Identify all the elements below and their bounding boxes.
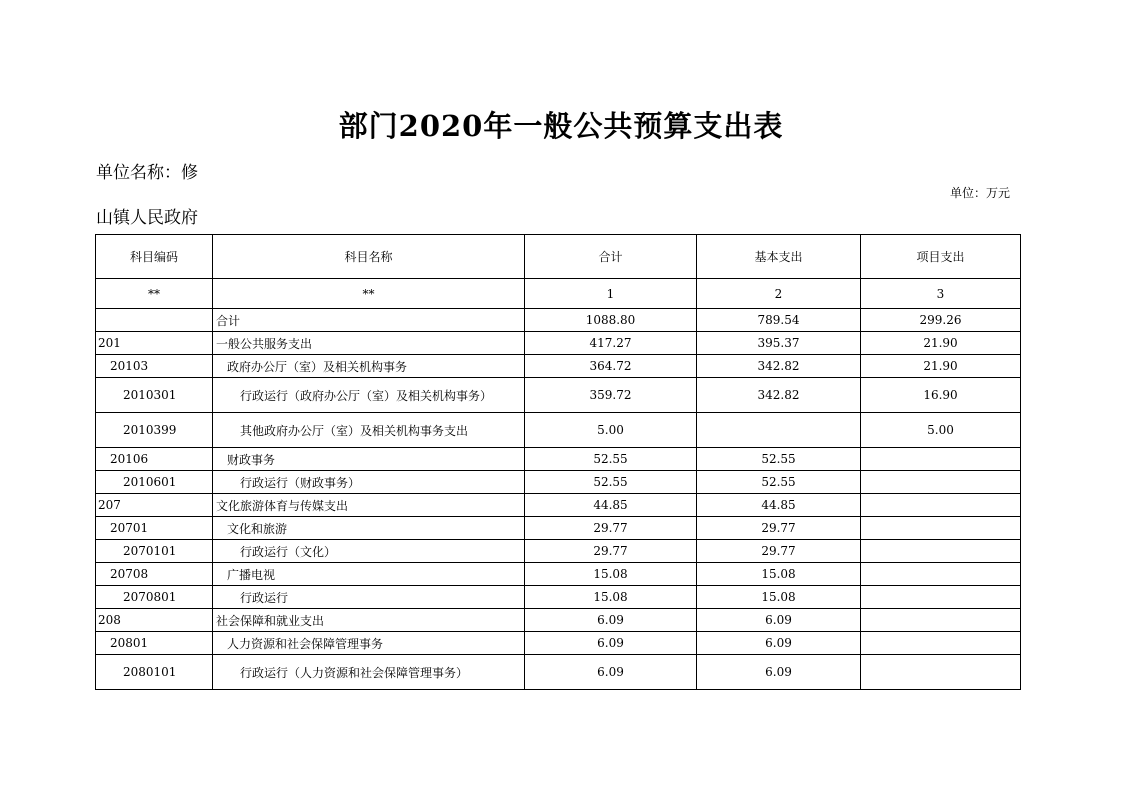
- row-project: [861, 586, 1021, 609]
- row-name: 社会保障和就业支出: [213, 609, 525, 632]
- row-project: [861, 563, 1021, 586]
- row-total: 29.77: [525, 517, 697, 540]
- unit-name-line2: 山镇人民政府: [96, 208, 198, 228]
- row-project: [861, 471, 1021, 494]
- row-basic: 15.08: [697, 586, 861, 609]
- row-total: 364.72: [525, 355, 697, 378]
- row-code: 20701: [96, 517, 213, 540]
- row-code: 2070101: [96, 540, 213, 563]
- row-total: 52.55: [525, 448, 697, 471]
- header-basic: 基本支出: [697, 235, 861, 279]
- row-total: 29.77: [525, 540, 697, 563]
- row-total: 5.00: [525, 413, 697, 448]
- table-row: [96, 378, 1021, 413]
- row-basic: 44.85: [697, 494, 861, 517]
- row-basic: [697, 413, 861, 448]
- row-basic: 342.82: [697, 378, 861, 413]
- row-total: 6.09: [525, 655, 697, 690]
- header-code: 科目编码: [96, 235, 213, 279]
- row-total: 6.09: [525, 632, 697, 655]
- row-total: 417.27: [525, 332, 697, 355]
- row-code: 20801: [96, 632, 213, 655]
- row-basic: 29.77: [697, 540, 861, 563]
- row-code: 207: [96, 494, 213, 517]
- row-name: 行政运行（财政事务）: [213, 471, 525, 494]
- row-basic: 52.55: [697, 448, 861, 471]
- unit-name-line1: 单位名称：修: [96, 163, 198, 183]
- table-row: [96, 413, 1021, 448]
- header-name: 科目名称: [213, 235, 525, 279]
- row-code: 2010601: [96, 471, 213, 494]
- table-row: [96, 563, 1021, 586]
- row-total: 1088.80: [525, 309, 697, 332]
- row-code: 20708: [96, 563, 213, 586]
- table-row: [96, 655, 1021, 690]
- row-total: 6.09: [525, 609, 697, 632]
- row-code: [96, 309, 213, 332]
- row-code: 20103: [96, 355, 213, 378]
- row-code: 208: [96, 609, 213, 632]
- row-basic: 789.54: [697, 309, 861, 332]
- row-code: 201: [96, 332, 213, 355]
- table-row: [96, 586, 1021, 609]
- row-name: 行政运行（人力资源和社会保障管理事务）: [213, 655, 525, 690]
- table-row: [96, 517, 1021, 540]
- row-basic: 395.37: [697, 332, 861, 355]
- row-code: 20106: [96, 448, 213, 471]
- subheader-row: [96, 279, 1021, 309]
- row-project: [861, 494, 1021, 517]
- table-row: [96, 609, 1021, 632]
- table-row: [96, 494, 1021, 517]
- table-row: [96, 632, 1021, 655]
- row-total: 15.08: [525, 586, 697, 609]
- row-code: 2080101: [96, 655, 213, 690]
- row-project: [861, 655, 1021, 690]
- subheader-code: **: [96, 279, 213, 309]
- row-name: 行政运行（政府办公厅（室）及相关机构事务）: [213, 378, 525, 413]
- row-code: 2010301: [96, 378, 213, 413]
- row-basic: 52.55: [697, 471, 861, 494]
- row-name: 文化旅游体育与传媒支出: [213, 494, 525, 517]
- row-name: 人力资源和社会保障管理事务: [213, 632, 525, 655]
- row-project: [861, 517, 1021, 540]
- row-project: [861, 448, 1021, 471]
- header-project: 项目支出: [861, 235, 1021, 279]
- table-row: [96, 332, 1021, 355]
- row-code: 2010399: [96, 413, 213, 448]
- row-name: 政府办公厅（室）及相关机构事务: [213, 355, 525, 378]
- row-total: 44.85: [525, 494, 697, 517]
- subheader-total: 1: [525, 279, 697, 309]
- subheader-basic: 2: [697, 279, 861, 309]
- table-row: [96, 309, 1021, 332]
- row-code: 2070801: [96, 586, 213, 609]
- row-project: [861, 632, 1021, 655]
- row-basic: 6.09: [697, 655, 861, 690]
- header-total: 合计: [525, 235, 697, 279]
- row-name: 其他政府办公厅（室）及相关机构事务支出: [213, 413, 525, 448]
- row-project: 21.90: [861, 355, 1021, 378]
- row-project: 5.00: [861, 413, 1021, 448]
- row-name: 广播电视: [213, 563, 525, 586]
- row-project: 299.26: [861, 309, 1021, 332]
- table-row: [96, 448, 1021, 471]
- row-project: 16.90: [861, 378, 1021, 413]
- subheader-name: **: [213, 279, 525, 309]
- row-name: 合计: [213, 309, 525, 332]
- table-row: [96, 540, 1021, 563]
- row-basic: 6.09: [697, 632, 861, 655]
- page-title: 部门2020年一般公共预算支出表: [338, 109, 784, 143]
- row-name: 行政运行: [213, 586, 525, 609]
- row-project: 21.90: [861, 332, 1021, 355]
- row-name: 一般公共服务支出: [213, 332, 525, 355]
- unit-label: 单位：万元: [950, 186, 1011, 200]
- subheader-project: 3: [861, 279, 1021, 309]
- row-basic: 15.08: [697, 563, 861, 586]
- row-project: [861, 540, 1021, 563]
- row-basic: 342.82: [697, 355, 861, 378]
- row-basic: 6.09: [697, 609, 861, 632]
- row-total: 359.72: [525, 378, 697, 413]
- row-total: 15.08: [525, 563, 697, 586]
- budget-table: [95, 234, 1021, 690]
- row-total: 52.55: [525, 471, 697, 494]
- row-name: 文化和旅游: [213, 517, 525, 540]
- row-name: 财政事务: [213, 448, 525, 471]
- header-row: [96, 235, 1021, 279]
- table-row: [96, 355, 1021, 378]
- row-basic: 29.77: [697, 517, 861, 540]
- row-name: 行政运行（文化）: [213, 540, 525, 563]
- row-project: [861, 609, 1021, 632]
- table-row: [96, 471, 1021, 494]
